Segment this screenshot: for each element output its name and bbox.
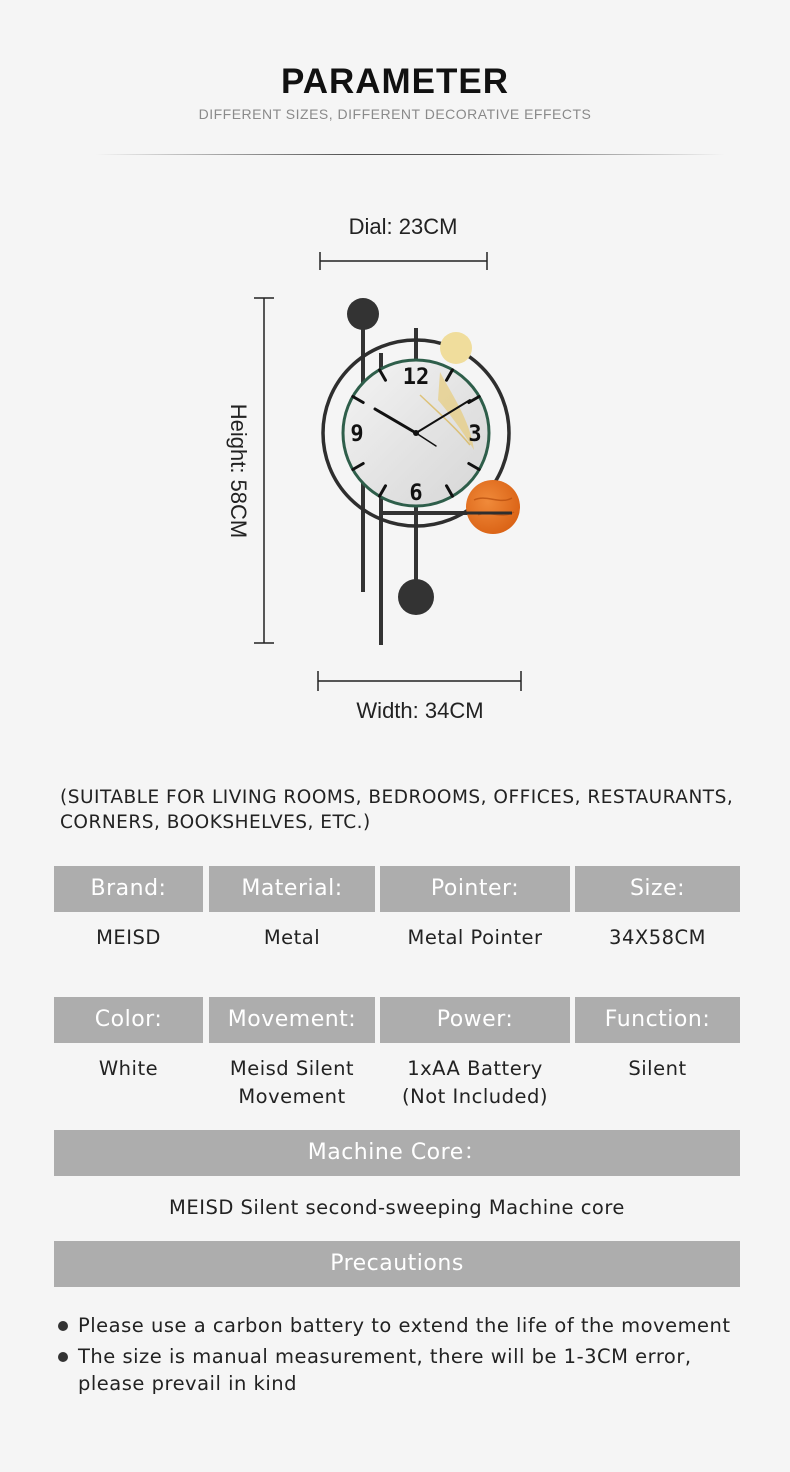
spec-label-material: Material:	[209, 866, 375, 912]
width-size-label: Width: 34CM	[356, 698, 484, 723]
precautions-header: Precautions	[54, 1241, 740, 1287]
numeral-12: 12	[402, 365, 430, 390]
spec-value-size: 34X58CM	[609, 926, 706, 949]
spec-value-function: Silent	[628, 1057, 687, 1080]
width-dimension-line	[318, 671, 521, 691]
spec-label-size: Size:	[575, 866, 740, 912]
machine-core-header: Machine Core：	[54, 1130, 740, 1176]
numeral-9: 9	[350, 422, 364, 447]
spec-label-power: Power:	[380, 997, 570, 1043]
numeral-3: 3	[468, 422, 482, 447]
machine-core-value: MEISD Silent second-sweeping Machine core	[169, 1196, 625, 1219]
bullet-dot	[58, 1321, 68, 1331]
dial-dimension-line	[320, 252, 487, 270]
bottom-dark-ball	[398, 579, 434, 615]
bullet-dot	[58, 1352, 68, 1362]
spec-label-pointer: Pointer:	[380, 866, 570, 912]
hand-pivot	[413, 430, 419, 436]
gold-disc	[440, 332, 472, 364]
precautions-list	[56, 1312, 756, 1401]
spec-value-movement: Meisd Silent Movement	[229, 1057, 355, 1108]
suitable-for-text: (SUITABLE FOR LIVING ROOMS, BEDROOMS, OFFICES, RESTAURANTS, CORNERS, BOOKSHELVES, ETC.)	[60, 787, 734, 833]
precaution-item	[56, 1312, 756, 1339]
spec-value-power: 1xAA Battery (Not Included)	[402, 1057, 548, 1108]
spec-value-brand: MEISD	[96, 926, 161, 949]
spec-value-pointer: Metal Pointer	[407, 926, 543, 949]
page-title: PARAMETER	[280, 62, 510, 101]
spec-value-color: White	[98, 1057, 159, 1080]
dial-size-label: Dial: 23CM	[348, 214, 458, 239]
page-subtitle: DIFFERENT SIZES, DIFFERENT DECORATIVE EFFECTS	[198, 106, 592, 122]
spec-value-material: Metal	[263, 926, 321, 949]
orange-disc	[466, 480, 520, 534]
spec-label-brand: Brand:	[54, 866, 203, 912]
height-size-label: Height: 58CM	[226, 403, 251, 539]
spec-label-color: Color:	[54, 997, 203, 1043]
spec-label-function: Function:	[575, 997, 740, 1043]
numeral-6: 6	[409, 481, 423, 506]
precaution-text: Please use a carbon battery to extend the life of the movement	[78, 1314, 731, 1337]
spec-label-movement: Movement:	[209, 997, 375, 1043]
precaution-item	[56, 1343, 756, 1397]
top-dark-ball	[347, 298, 379, 330]
precaution-text: The size is manual measurement, there will be 1-3CM error, please prevail in kind	[78, 1345, 692, 1395]
height-dimension-line	[254, 298, 274, 643]
